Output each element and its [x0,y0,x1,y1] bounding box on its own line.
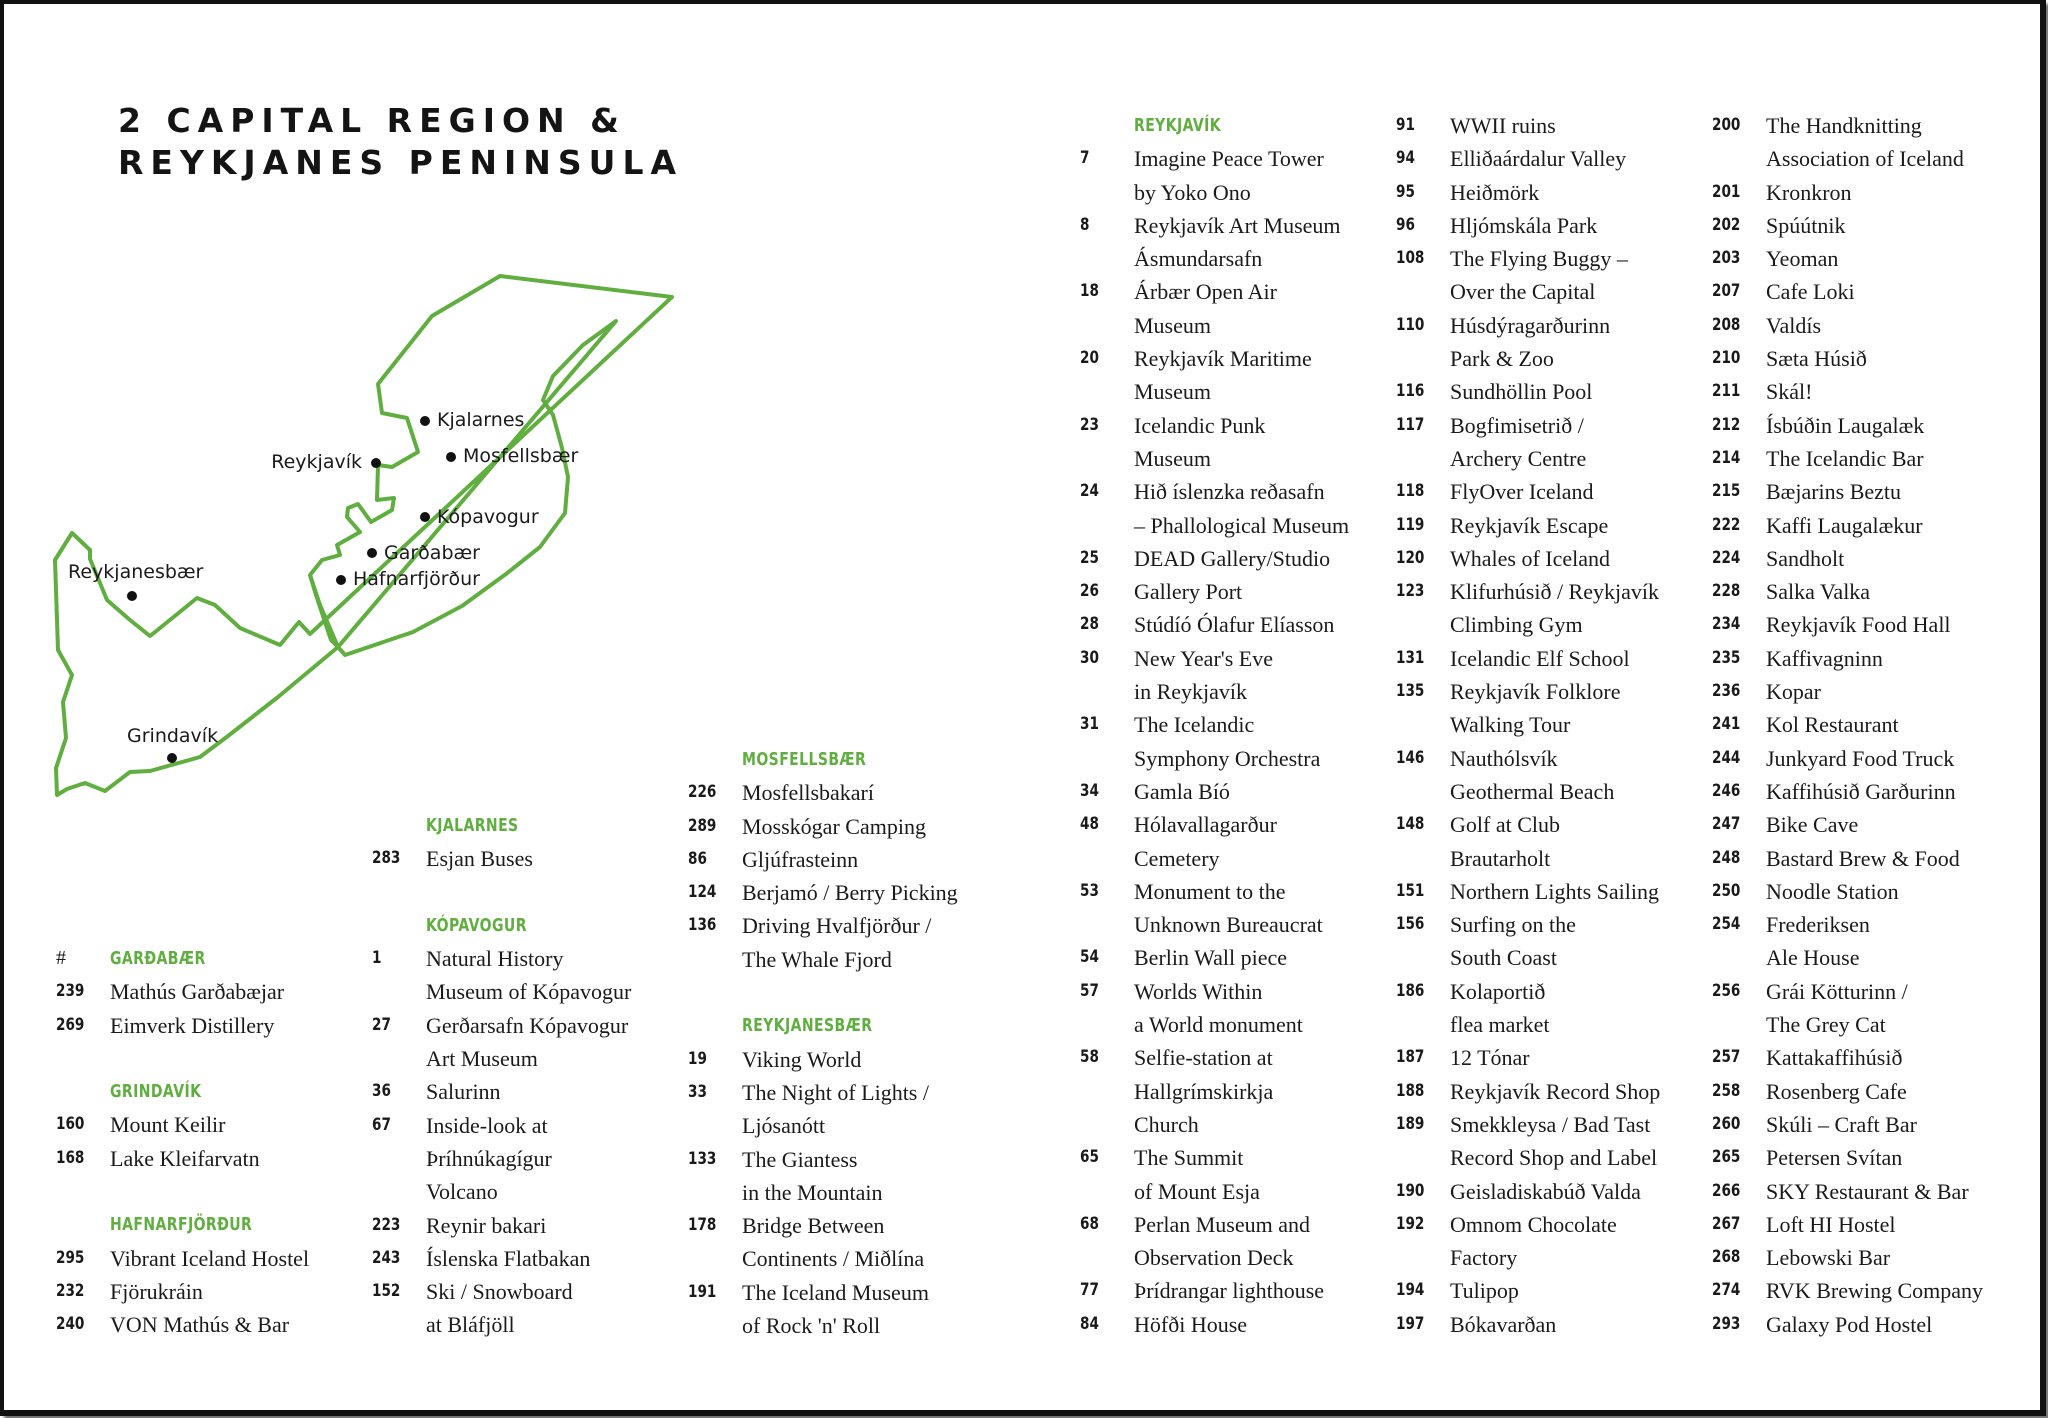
entry-number: 191 [688,1281,717,1302]
entry-number: 124 [688,882,717,903]
entry-number: 267 [1712,1213,1741,1234]
entry-name: Cemetery [1134,845,1220,871]
entry-name: Inside-look at [426,1112,548,1138]
entry-number: 186 [1396,980,1425,1001]
entry-name: Monument to the [1134,878,1286,904]
map-label-mosfellsb-r: Mosfellsbær [463,445,579,467]
entry-number: 31 [1080,714,1099,735]
entry-name: Gljúfrasteinn [742,846,859,872]
entry-number: 27 [372,1014,391,1035]
entry-number: 84 [1080,1313,1099,1334]
entry-name: Junkyard Food Truck [1766,745,1955,771]
entry-number: 19 [688,1048,707,1069]
entry-name: Valdís [1766,312,1821,338]
entry-number: 192 [1396,1213,1425,1234]
entry-name: RVK Brewing Company [1766,1278,1984,1304]
entry-name: Reykjavík Food Hall [1766,612,1951,638]
entry-number: 254 [1712,914,1741,935]
entry-number: 156 [1396,914,1425,935]
entry-name: Bike Cave [1766,812,1859,838]
entry-name: WWII ruins [1450,113,1556,138]
entry-number: 210 [1712,348,1741,369]
entry-name: in Reykjavík [1134,679,1248,705]
entry-name: Kopar [1766,679,1821,705]
entry-name: Brautarholt [1450,845,1551,871]
section-heading-label: GARÐABÆR [110,948,206,969]
entry-number: 222 [1712,514,1741,535]
entry-number: 256 [1712,980,1741,1001]
entry-number: 214 [1712,447,1741,468]
entry-number: 235 [1712,647,1741,668]
section-heading-label: MOSFELLSBÆR [742,749,867,770]
entry-name: Whales of Iceland [1450,545,1611,571]
entry-name: Hallgrímskirkja [1134,1078,1274,1104]
entry-number: 260 [1712,1113,1741,1134]
entry-name: Rosenberg Cafe [1766,1078,1907,1104]
entry-name: Lebowski Bar [1766,1245,1891,1271]
entry-name: Omnom Chocolate [1450,1211,1617,1237]
entry-number: 95 [1396,181,1415,202]
entry-number: 120 [1396,547,1425,568]
map-label-reykjavik: Reykjavík [271,451,362,473]
marker-reykjavik [371,458,381,468]
entry-name: Surfing on the [1450,912,1576,938]
entry-name: Mosskógar Camping [742,813,926,839]
entry-name: Kaffi Laugalækur [1766,512,1923,538]
entry-name: Archery Centre [1450,445,1587,471]
entry-name: Selfie-station at [1134,1045,1273,1071]
entry-number: 244 [1712,747,1741,768]
entry-number: 91 [1396,115,1415,135]
entry-number: 28 [1080,614,1099,635]
entry-name: Frederiksen [1766,912,1870,938]
entry-name: The Icelandic Bar [1766,445,1924,471]
entry-name: Kaffihúsið Garðurinn [1766,778,1956,804]
map-label-grindavik: Grindavík [127,725,219,747]
entry-name: Íslenska Flatbakan [426,1245,591,1271]
marker-hafnarfjor-ur [336,575,346,585]
entry-name: Record Shop and Label [1450,1145,1658,1171]
entry-name: Skúli – Craft Bar [1766,1111,1917,1137]
entry-name: Sundhöllin Pool [1450,379,1593,405]
entry-number: 7 [1080,148,1090,169]
entry-name: Þríhnúkagígur [426,1145,552,1171]
entry-name: Grái Kötturinn / [1766,978,1908,1004]
entry-name: Bastard Brew & Food [1766,845,1960,871]
entry-name: Imagine Peace Tower [1134,146,1324,172]
entry-name: Museum [1134,445,1211,471]
entry-name: Icelandic Punk [1134,412,1266,438]
entry-name: Geisladiskabúð Valda [1450,1178,1641,1204]
entry-name: by Yoko Ono [1134,179,1251,205]
entry-name: Volcano [426,1179,498,1205]
entry-name: The Night of Lights / [742,1079,929,1105]
entry-number: 25 [1080,547,1099,568]
entry-name: Árbær Open Air [1134,279,1277,305]
entry-name: Salka Valka [1766,579,1871,605]
entry-name: Gallery Port [1134,579,1243,605]
entry-number: 203 [1712,248,1741,269]
entry-name: in the Mountain [742,1179,883,1205]
entry-name: Kolaportið [1450,978,1546,1004]
entry-number: 151 [1396,880,1425,901]
entry-name: Kaffivagninn [1766,645,1883,671]
region-map [50,265,690,805]
entry-number: 30 [1080,647,1099,668]
entry-name: Bridge Between [742,1213,885,1239]
entry-number: 224 [1712,547,1741,568]
entry-name: VON Mathús & Bar [110,1312,290,1338]
entry-number: 77 [1080,1280,1099,1301]
entry-name: Natural History [426,946,564,972]
entry-number: 36 [372,1081,391,1102]
entry-number: 236 [1712,681,1741,702]
entry-number: 96 [1396,214,1415,235]
entry-name: Berjamó / Berry Picking [742,880,958,906]
entry-number: 197 [1396,1313,1425,1334]
entry-number: 67 [372,1114,391,1135]
entry-number: 240 [56,1314,85,1335]
section-heading-label: KÓPAVOGUR [426,914,527,936]
entry-number: 33 [688,1081,707,1102]
entry-name: Hljómskála Park [1450,212,1598,238]
entry-number: 248 [1712,847,1741,868]
entry-name: Reykjavík Folklore [1450,679,1621,705]
entry-number: 23 [1080,414,1099,435]
entry-name: Mount Keilir [110,1112,226,1138]
entry-name: Gerðarsafn Kópavogur [426,1012,629,1038]
entry-name: Nauthólsvík [1450,745,1558,771]
entry-name: Gamla Bíó [1134,778,1230,804]
entry-number: 189 [1396,1113,1425,1134]
entry-number: 268 [1712,1247,1741,1268]
entry-number: 20 [1080,348,1099,369]
marker-kopavogur [420,512,430,522]
entry-name: Yeoman [1766,246,1839,272]
entry-number: 283 [372,848,401,869]
title-line-2: REYKJANES PENINSULA [118,143,684,182]
entry-name: at Bláfjöll [426,1312,515,1338]
entry-name: Húsdýragarðurinn [1450,312,1611,338]
entry-name: Continents / Miðlína [742,1246,925,1272]
page-title [118,100,683,184]
entry-number: 8 [1080,214,1090,235]
marker-reykjanesb-r [127,591,137,601]
entry-name: Kronkron [1766,179,1852,205]
entry-name: Ale House [1766,945,1860,971]
entry-name: The Summit [1134,1145,1244,1171]
entry-number: 293 [1712,1313,1741,1334]
marker-mosfellsb-r [446,452,456,462]
entry-name: Klifurhúsið / Reykjavík [1450,579,1659,605]
entry-number: 212 [1712,414,1741,435]
entry-name: Church [1134,1111,1199,1137]
entry-name: DEAD Gallery/Studio [1134,545,1331,571]
entry-number: 133 [688,1148,717,1169]
entry-name: Bæjarins Beztu [1766,479,1902,505]
entry-number: 202 [1712,214,1741,235]
entry-name: Park & Zoo [1450,346,1554,372]
entry-number: 232 [56,1280,85,1301]
entry-name: The Grey Cat [1766,1012,1886,1038]
entry-number: 148 [1396,814,1425,835]
section-heading-label: GRINDAVÍK [110,1081,202,1103]
entry-name: Hólavallagarður [1134,812,1277,838]
map-label-gar-ab-r: Garðabær [384,542,480,564]
entry-number: 190 [1396,1180,1425,1201]
entry-number: 94 [1396,148,1415,169]
entry-number: 68 [1080,1213,1099,1234]
entry-number: 266 [1712,1180,1741,1201]
entry-number: 146 [1396,747,1425,768]
entry-number: 239 [56,981,85,1002]
entry-number: 108 [1396,248,1425,269]
entry-number: 247 [1712,814,1741,835]
entry-name: Association of Iceland [1766,146,1964,172]
entry-name: Noodle Station [1766,878,1899,904]
entry-name: The Giantess [742,1146,858,1172]
entry-number: 269 [56,1014,85,1035]
entry-number: 123 [1396,581,1425,602]
title-line-1: 2 CAPITAL REGION & [118,101,626,140]
entry-name: Reykjavík Art Museum [1134,212,1341,238]
entry-number: 18 [1080,281,1099,302]
entry-number: 265 [1712,1147,1741,1168]
entry-name: Museum [1134,379,1211,405]
entry-number: 131 [1396,647,1425,668]
entry-name: The Handknitting [1766,113,1922,138]
entry-name: Walking Tour [1450,712,1571,738]
marker-grindavik [167,753,177,763]
entry-name: Heiðmörk [1450,179,1540,205]
entry-name: Sandholt [1766,545,1845,571]
entry-name: Driving Hvalfjörður / [742,913,932,939]
entry-name: Skál! [1766,379,1813,405]
entry-name: Stúdíó Ólafur Elíasson [1134,612,1335,638]
entry-name: South Coast [1450,945,1557,971]
entry-name: Observation Deck [1134,1245,1294,1271]
entry-name: Smekkleysa / Bad Tast [1450,1111,1651,1137]
entry-number: 228 [1712,581,1741,602]
entry-name: Kattakaffihúsið [1766,1045,1903,1071]
entry-number: 241 [1712,714,1741,735]
entry-number: 188 [1396,1080,1425,1101]
entry-number: 152 [372,1281,401,1302]
entry-name: Museum of Kópavogur [426,979,632,1005]
entry-name: Bókavarðan [1450,1311,1557,1337]
entry-name: Golf at Club [1450,812,1560,838]
entry-number: 246 [1712,780,1741,801]
entry-name: Lake Kleifarvatn [110,1145,260,1171]
entry-name: Elliðaárdalur Valley [1450,146,1627,172]
entry-name: Loft HI Hostel [1766,1211,1896,1237]
entry-name: The Iceland Museum [742,1279,929,1305]
entry-number: 250 [1712,880,1741,901]
entry-name: Reykjavík Escape [1450,512,1609,538]
entry-number: 257 [1712,1047,1741,1068]
entry-name: Mosfellsbakarí [742,780,874,806]
entry-number: 168 [56,1147,85,1168]
entry-number: 295 [56,1247,85,1268]
entry-name: Perlan Museum and [1134,1211,1310,1237]
entry-name: The Whale Fjord [742,946,892,972]
section-heading-label: KJALARNES [426,815,519,836]
entry-number: 215 [1712,481,1741,502]
entry-number: 1 [372,948,382,969]
entry-name: Salurinn [426,1079,501,1105]
entry-number: 289 [688,815,717,836]
marker-kjalarnes [420,416,430,426]
entry-name: Mathús Garðabæjar [110,979,285,1005]
entry-name: Climbing Gym [1450,612,1583,638]
entry-name: Worlds Within [1134,978,1263,1004]
entry-name: flea market [1450,1012,1550,1038]
entry-name: Bogfimisetrið / [1450,412,1584,438]
map-label-reykjanesb-r: Reykjanesbær [68,561,204,583]
entry-name: Höfði House [1134,1311,1248,1337]
entry-name: Viking World [742,1046,862,1072]
entry-number: 117 [1396,414,1425,435]
entry-name: Ísbúðin Laugalæk [1766,412,1925,438]
entry-name: The Flying Buggy – [1450,246,1628,272]
entry-number: 207 [1712,281,1741,302]
entry-name: Eimverk Distillery [110,1012,275,1038]
entry-name: Reykjavík Record Shop [1450,1078,1661,1104]
entry-number: 34 [1080,780,1099,801]
entry-name: a World monument [1134,1012,1303,1038]
entry-name: Ski / Snowboard [426,1279,573,1305]
entry-number: 194 [1396,1280,1425,1301]
entry-name: Kol Restaurant [1766,712,1899,738]
entry-number: 223 [372,1214,401,1235]
entry-name: Sæta Húsið [1766,346,1867,372]
entry-name: Berlin Wall piece [1134,945,1287,971]
entry-name: Vibrant Iceland Hostel [110,1245,310,1271]
entry-number: 226 [688,782,717,803]
entry-number: 48 [1080,814,1099,835]
entry-name: SKY Restaurant & Bar [1766,1178,1969,1204]
entry-number: 58 [1080,1047,1099,1068]
entry-name: of Mount Esja [1134,1178,1260,1204]
entry-name: Hið íslenzka reðasafn [1134,479,1325,505]
index-number-header: # [56,947,66,969]
entry-number: 24 [1080,481,1099,502]
entry-name: Fjörukráin [110,1278,203,1304]
entry-name: Northern Lights Sailing [1450,878,1659,904]
entry-number: 208 [1712,314,1741,335]
entry-number: 211 [1712,381,1741,402]
entry-number: 54 [1080,947,1099,968]
section-heading-label: REYKJANESBÆR [742,1015,873,1037]
entry-number: 136 [688,915,717,936]
entry-number: 274 [1712,1280,1741,1301]
entry-name: Art Museum [426,1046,538,1072]
entry-number: 160 [56,1114,85,1135]
marker-gar-ab-r [367,548,377,558]
entry-name: Unknown Bureaucrat [1134,912,1323,938]
entry-name: Ásmundarsafn [1134,246,1263,272]
entry-name: Symphony Orchestra [1134,745,1321,771]
entry-name: Galaxy Pod Hostel [1766,1311,1933,1337]
entry-number: 53 [1080,880,1099,901]
entry-name: The Icelandic [1134,712,1255,738]
entry-name: Esjan Buses [426,846,533,872]
entry-name: Reynir bakari [426,1212,547,1238]
entry-name: 12 Tónar [1450,1045,1530,1071]
region-outline [55,276,672,795]
entry-name: Geothermal Beach [1450,778,1615,804]
entry-number: 86 [688,848,707,869]
entry-number: 243 [372,1247,401,1268]
entry-name: – Phallological Museum [1134,512,1350,538]
entry-name: FlyOver Iceland [1450,479,1594,505]
map-label-kjalarnes: Kjalarnes [437,409,525,431]
entry-name: Icelandic Elf School [1450,645,1630,671]
entry-name: Ljósanótt [742,1113,826,1139]
entry-number: 201 [1712,181,1741,202]
entry-number: 234 [1712,614,1741,635]
entry-number: 178 [688,1215,717,1236]
entry-number: 119 [1396,514,1425,535]
map-label-hafnarfjor-ur: Hafnarfjörður [353,568,480,590]
entry-number: 187 [1396,1047,1425,1068]
entry-name: Factory [1450,1245,1518,1271]
section-heading-label: REYKJAVÍK [1134,115,1222,136]
entry-name: Over the Capital [1450,279,1596,305]
entry-number: 135 [1396,681,1425,702]
entry-number: 200 [1712,115,1741,135]
entry-name: Reykjavík Maritime [1134,346,1312,372]
entry-number: 110 [1396,314,1425,335]
section-heading-label: HAFNARFJÖRÐUR [110,1214,253,1236]
entry-name: Museum [1134,312,1211,338]
entry-name: Petersen Svítan [1766,1145,1903,1171]
entry-name: Þrídrangar lighthouse [1134,1278,1325,1304]
entry-name: Cafe Loki [1766,279,1855,305]
entry-number: 116 [1396,381,1425,402]
entry-name: New Year's Eve [1134,645,1273,671]
entry-number: 258 [1712,1080,1741,1101]
map-label-kopavogur: Kópavogur [437,506,539,528]
entry-name: of Rock 'n' Roll [742,1313,881,1339]
entry-number: 26 [1080,581,1099,602]
entry-number: 57 [1080,980,1099,1001]
entry-name: Spúútnik [1766,212,1846,238]
entry-name: Tulipop [1450,1278,1519,1304]
entry-number: 65 [1080,1147,1099,1168]
entry-number: 118 [1396,481,1425,502]
